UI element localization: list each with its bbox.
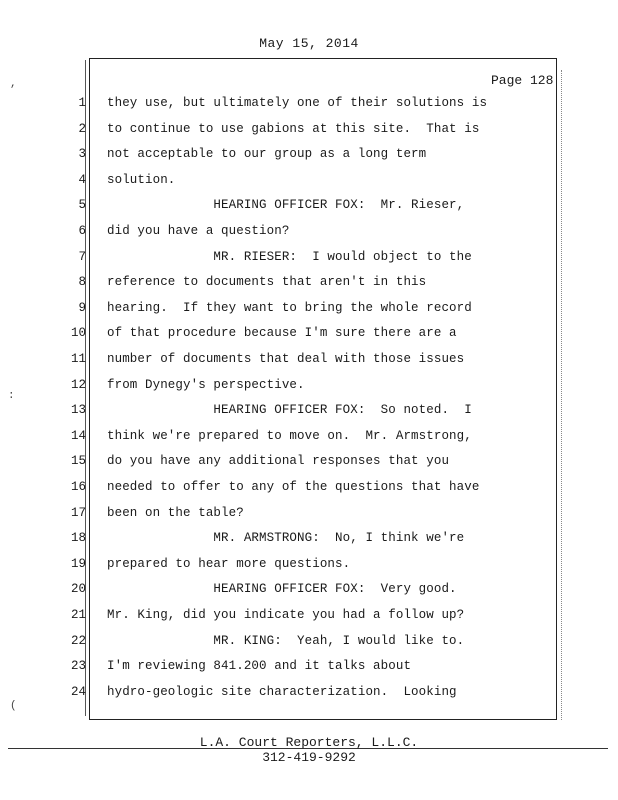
line-number: 23 (70, 659, 86, 673)
transcript-line: reference to documents that aren't in this (107, 275, 427, 289)
line-number: 1 (78, 96, 86, 110)
line-number: 18 (70, 531, 86, 545)
line-number: 9 (78, 301, 86, 315)
line-number: 17 (70, 506, 86, 520)
transcript-line: been on the table? (107, 506, 244, 520)
transcript-line: did you have a question? (107, 224, 290, 238)
footer-phone: 312-419-9292 (262, 750, 356, 765)
scan-speck: ( (10, 700, 17, 712)
line-number: 14 (70, 429, 86, 443)
transcript-line: Mr. King, did you indicate you had a follow up? (107, 608, 465, 622)
line-number: 16 (70, 480, 86, 494)
line-number: 20 (70, 582, 86, 596)
transcript-line: HEARING OFFICER FOX: Mr. Rieser, (107, 198, 465, 212)
transcript-line: do you have any additional responses that you (107, 454, 450, 468)
line-number: 3 (78, 147, 86, 161)
line-number: 13 (70, 403, 86, 417)
line-number: 6 (78, 224, 86, 238)
line-number: 10 (70, 326, 86, 340)
transcript-line: prepared to hear more questions. (107, 557, 351, 571)
transcript-line: they use, but ultimately one of their solutions is (107, 96, 488, 110)
transcript-line: to continue to use gabions at this site. That is (107, 122, 480, 136)
line-number: 2 (78, 122, 86, 136)
header-date: May 15, 2014 (259, 36, 359, 51)
line-number: 4 (78, 173, 86, 187)
line-number: 11 (70, 352, 86, 366)
line-number: 15 (70, 454, 86, 468)
transcript-line: number of documents that deal with those issues (107, 352, 465, 366)
page-number: Page 128 (491, 73, 554, 88)
scan-speck: : (8, 390, 15, 402)
line-number: 22 (70, 634, 86, 648)
line-number: 19 (70, 557, 86, 571)
line-number: 12 (70, 378, 86, 392)
footer-company: L.A. Court Reporters, L.L.C. (199, 735, 419, 750)
transcript-line: not acceptable to our group as a long term (107, 147, 427, 161)
line-number: 24 (70, 685, 86, 699)
transcript-line: I'm reviewing 841.200 and it talks about (107, 659, 412, 673)
transcript-line: needed to offer to any of the questions that have (107, 480, 480, 494)
line-number: 8 (78, 275, 86, 289)
line-number: 5 (78, 198, 86, 212)
transcript-line: MR. KING: Yeah, I would like to. (107, 634, 465, 648)
transcript-line: HEARING OFFICER FOX: Very good. (107, 582, 457, 596)
transcript-line: MR. RIESER: I would object to the (107, 250, 472, 264)
transcript-line: from Dynegy's perspective. (107, 378, 305, 392)
transcript-line: solution. (107, 173, 176, 187)
line-number: 21 (70, 608, 86, 622)
transcript-line: hearing. If they want to bring the whole record (107, 301, 472, 315)
transcript-line: hydro-geologic site characterization. Looking (107, 685, 457, 699)
transcript-line: of that procedure because I'm sure there are a (107, 326, 457, 340)
line-number: 7 (78, 250, 86, 264)
scan-speck: , (10, 78, 17, 90)
transcript-line: HEARING OFFICER FOX: So noted. I (107, 403, 472, 417)
transcript-line: MR. ARMSTRONG: No, I think we're (107, 531, 465, 545)
transcript-line: think we're prepared to move on. Mr. Armstrong, (107, 429, 472, 443)
frame-right-dotted-rule (561, 70, 563, 720)
